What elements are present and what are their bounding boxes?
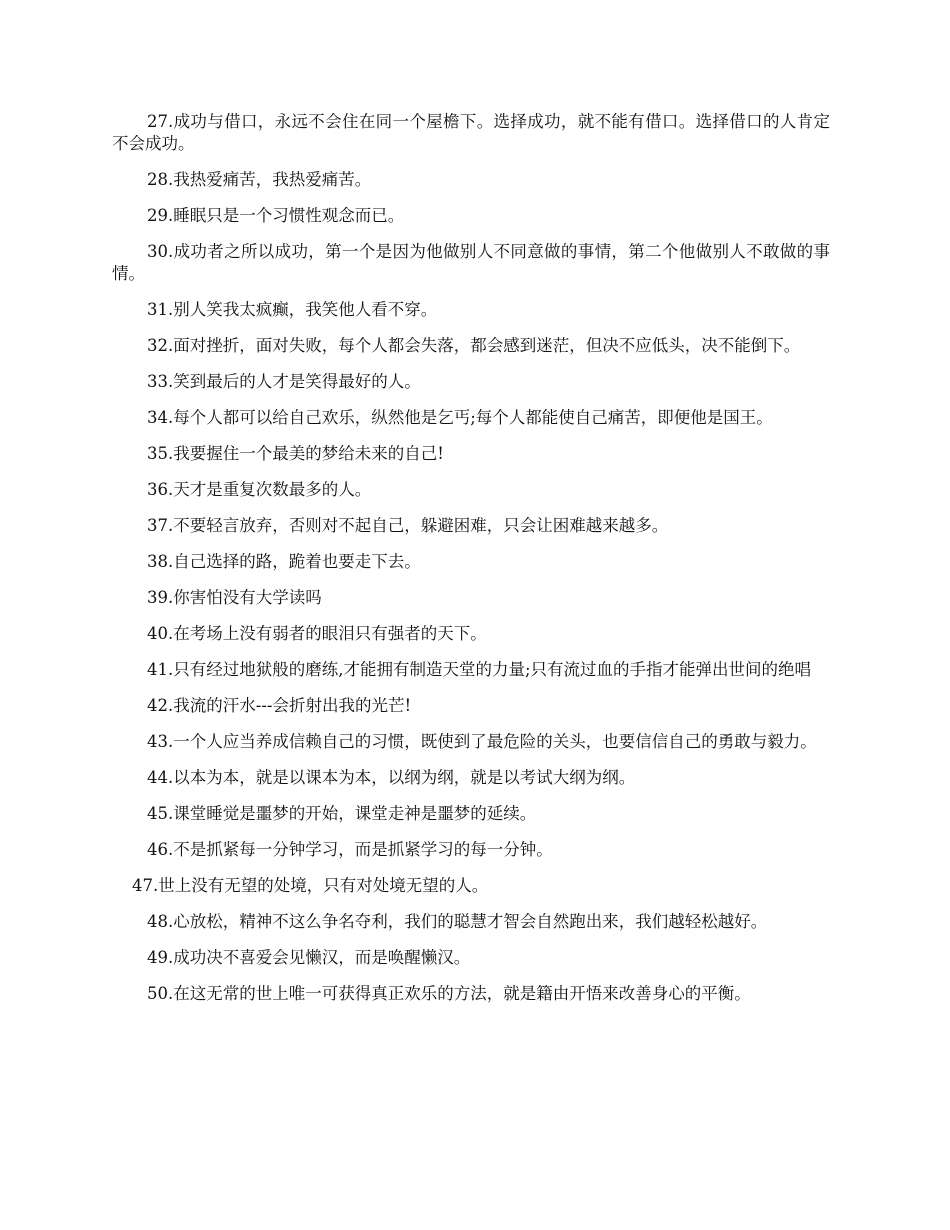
paragraph-35: 35.我要握住一个最美的梦给未来的自己! xyxy=(147,444,444,463)
paragraph-40: 40.在考场上没有弱者的眼泪只有强者的天下。 xyxy=(147,624,487,643)
paragraph-33: 33.笑到最后的人才是笑得最好的人。 xyxy=(147,372,421,391)
paragraph-44: 44.以本为本，就是以课本为本，以纲为纲，就是以考试大纲为纲。 xyxy=(147,768,636,787)
paragraph-41: 41.只有经过地狱般的磨练,才能拥有制造天堂的力量;只有流过血的手指才能弹出世间的绝唱 xyxy=(147,660,812,679)
paragraph-50: 50.在这无常的世上唯一可获得真正欢乐的方法，就是籍由开悟来改善身心的平衡。 xyxy=(147,984,751,1003)
paragraph-28: 28.我热爱痛苦，我热爱痛苦。 xyxy=(147,170,372,189)
paragraph-38: 38.自己选择的路，跪着也要走下去。 xyxy=(147,552,421,571)
paragraph-29: 29.睡眠只是一个习惯性观念而已。 xyxy=(147,206,405,225)
paragraph-30: 30.成功者之所以成功，第一个是因为他做别人不同意做的事情，第二个他做别人不敢做的事情。 xyxy=(112,242,830,283)
paragraph-39: 39.你害怕没有大学读吗 xyxy=(147,588,322,607)
paragraph-48: 48.心放松，精神不这么争名夺利，我们的聪慧才智会自然跑出来，我们越轻松越好。 xyxy=(147,912,768,931)
paragraph-31: 31.别人笑我太疯癫，我笑他人看不穿。 xyxy=(147,300,438,319)
paragraph-27: 27.成功与借口，永远不会住在同一个屋檐下。选择成功，就不能有借口。选择借口的人肯定不会成功。 xyxy=(112,112,830,153)
document-body xyxy=(112,111,830,1019)
paragraph-46: 46.不是抓紧每一分钟学习，而是抓紧学习的每一分钟。 xyxy=(147,840,553,859)
paragraph-42: 42.我流的汗水---会折射出我的光芒! xyxy=(147,696,412,715)
paragraph-36: 36.天才是重复次数最多的人。 xyxy=(147,480,372,499)
paragraph-47: 47.世上没有无望的处境，只有对处境无望的人。 xyxy=(132,876,489,895)
paragraph-43: 43.一个人应当养成信赖自己的习惯，既使到了最危险的关头，也要信信自己的勇敢与毅力。 xyxy=(147,732,817,751)
paragraph-45: 45.课堂睡觉是噩梦的开始，课堂走神是噩梦的延续。 xyxy=(147,804,537,823)
paragraph-37: 37.不要轻言放弃，否则对不起自己，躲避困难，只会让困难越来越多。 xyxy=(147,516,669,535)
paragraph-49: 49.成功决不喜爱会见懒汉，而是唤醒懒汉。 xyxy=(147,948,471,967)
paragraph-32: 32.面对挫折，面对失败，每个人都会失落，都会感到迷茫，但决不应低头，决不能倒下。 xyxy=(147,336,801,355)
paragraph-34: 34.每个人都可以给自己欢乐，纵然他是乞丐;每个人都能使自己痛苦，即便他是国王。 xyxy=(147,408,773,427)
